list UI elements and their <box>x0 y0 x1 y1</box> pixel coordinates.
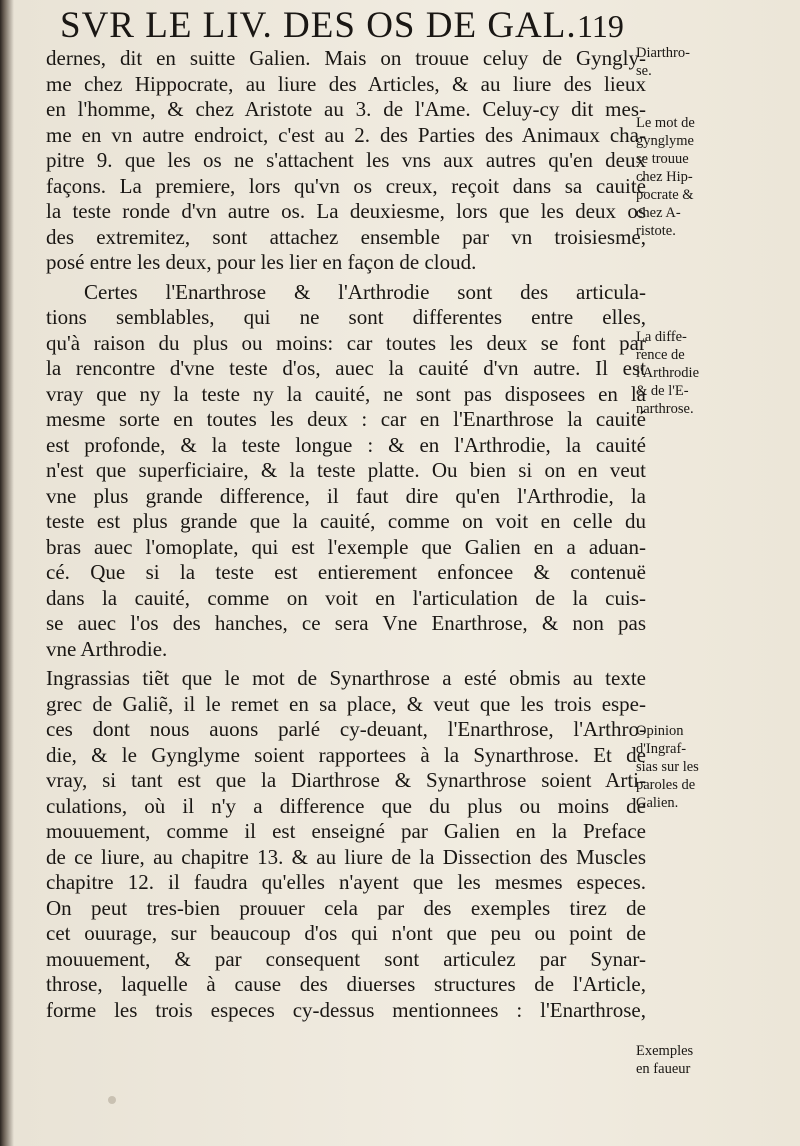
margin-note-line: La diffe- <box>636 329 687 345</box>
margin-note-line: gynglyme <box>636 133 694 149</box>
margin-note-line: en faueur <box>636 1061 691 1077</box>
text-line: vne plus grande difference, il faut dire qu'en l'Arthrodie, la <box>46 483 646 508</box>
margin-note-difference <box>636 328 762 418</box>
text-line: dernes, dit en suitte Galien. Mais on trouue celuy de Gyngly- <box>46 46 646 70</box>
text-line: die, & le Gynglyme soient rapportees à la Synarthrose. Et de <box>46 742 646 767</box>
text-line: ces dont nous auons parlé cy-deuant, l'Enarthrose, l'Arthro- <box>46 717 646 741</box>
running-title: SVR LE LIV. DES OS DE GAL. <box>60 5 577 46</box>
text-line: me en vn autre endroict, c'est au 2. des Parties des Animaux cha- <box>46 122 646 147</box>
text-line: me chez Hippocrate, au liure des Articles, & au liure des lieux <box>46 71 646 96</box>
text-line: vne Arthrodie. <box>46 636 168 661</box>
paragraph <box>46 280 646 663</box>
margin-note-line: sias sur les <box>636 759 699 775</box>
text-line: mouuement, comme il est enseigné par Galien en la Preface <box>46 819 646 843</box>
paragraph <box>46 666 646 1023</box>
text-line: dans la cauité, comme on voit en l'articulation de la cuis- <box>46 585 646 610</box>
margin-note-line: d'Ingraf- <box>636 741 687 757</box>
text-line: n'est que superficiaire, & la teste platte. Ou bien si on en veut <box>46 458 646 482</box>
text-line: de ce liure, au chapitre 13. & au liure de la Dissection des Muscles <box>46 844 646 869</box>
paragraph <box>46 46 646 276</box>
text-line: grec de Galiẽ, il le remet en sa place, & veut que les trois espe- <box>46 691 646 716</box>
text-line: cé. Que si la teste est entierement enfoncee & contenuë <box>46 560 646 584</box>
margin-note-line: ristote. <box>636 223 676 239</box>
margin-note-line: chez A- <box>636 205 681 221</box>
margin-note-line: se. <box>636 63 652 79</box>
text-line: façons. La premiere, lors qu'vn os creux, reçoit dans sa cauité <box>46 173 646 198</box>
margin-note-line: chez Hip- <box>636 169 693 185</box>
margin-note-line: Opinion <box>636 723 684 739</box>
text-line: throse, laquelle à cause des diuerses structures de l'Article, <box>46 972 646 996</box>
margin-note-line: pocrate & <box>636 187 694 203</box>
margin-note-line: narthrose. <box>636 401 694 417</box>
text-line: la rencontre d'vne teste d'os, auec la cauité d'vn autre. Il est <box>46 356 646 380</box>
text-line: chapitre 12. il faudra qu'elles n'ayent que les mesmes especes. <box>46 870 646 894</box>
margin-note-line: se trouue <box>636 151 689 167</box>
margin-note-line: Galien. <box>636 795 679 811</box>
text-line: vray que ny la teste ny la cauité, ne sont pas disposees en la <box>46 381 646 406</box>
text-line: forme les trois especes cy-dessus mentionnees : l'Enarthrose, <box>46 997 646 1022</box>
text-line: tions semblables, qui ne sont differentes entre elles, <box>46 305 646 329</box>
margin-note-diarthrose <box>636 44 762 80</box>
text-line: Ingrassias tiẽt que le mot de Synarthrose a esté obmis au texte <box>46 666 646 690</box>
text-line: bras auec l'omoplate, qui est l'exemple que Galien en a aduan- <box>46 534 646 559</box>
margin-note-exemples <box>636 1042 762 1078</box>
text-line: posé entre les deux, pour les lier en façon de cloud. <box>46 250 477 274</box>
text-line: On peut tres-bien prouuer cela par des exemples tirez de <box>46 895 646 920</box>
text-line: culations, où il n'y a difference que du plus ou moins de <box>46 793 646 818</box>
page-number: 119 <box>577 8 624 44</box>
text-line: qu'à raison du plus ou moins: car toutes les deux se font par <box>46 330 646 355</box>
text-line: pitre 9. que les os ne s'attachent les vns aux autres qu'en deux <box>46 148 646 172</box>
margin-note-line: & de l'E- <box>636 383 689 399</box>
margin-note-ingrassias <box>636 722 762 812</box>
text-line: des extremitez, sont attachez ensemble par vn troisiesme, <box>46 224 646 249</box>
margin-note-line: l'Arthrodie <box>636 365 700 381</box>
text-line: mesme sorte en toutes les deux : car en l'Enarthrose la cauité <box>46 407 646 431</box>
margin-note-line: rence de <box>636 347 685 363</box>
paper-smudge <box>108 1096 116 1104</box>
margin-note-line: Le mot de <box>636 115 695 131</box>
main-text <box>46 46 646 1023</box>
text-line: en l'homme, & chez Aristote au 3. de l'Ame. Celuy-cy dit mes- <box>46 97 646 121</box>
margin-note-line: paroles de <box>636 777 696 793</box>
text-line: Certes l'Enarthrose & l'Arthrodie sont des articula- <box>84 279 646 304</box>
text-line: teste est plus grande que la cauité, comme on voit en celle du <box>46 509 646 533</box>
text-line: cet ouurage, sur beaucoup d'os qui n'ont que peu ou point de <box>46 921 646 945</box>
margin-note-line: Diarthro- <box>636 45 690 61</box>
margin-note-line: Exemples <box>636 1043 694 1059</box>
text-line: la teste ronde d'vn autre os. La deuxiesme, lors que les deux os <box>46 199 646 223</box>
text-line: mouuement, & par consequent sont articulez par Synar- <box>46 946 646 971</box>
text-line: vray, si tant est que la Diarthrose & Synarthrose soient Arti- <box>46 768 646 792</box>
margin-note-gynglyme <box>636 114 762 240</box>
text-line: est profonde, & la teste longue : & en l'Arthrodie, la cauité <box>46 432 646 457</box>
text-line: se auec l'os des hanches, ce sera Vne Enarthrose, & non pas <box>46 611 646 635</box>
